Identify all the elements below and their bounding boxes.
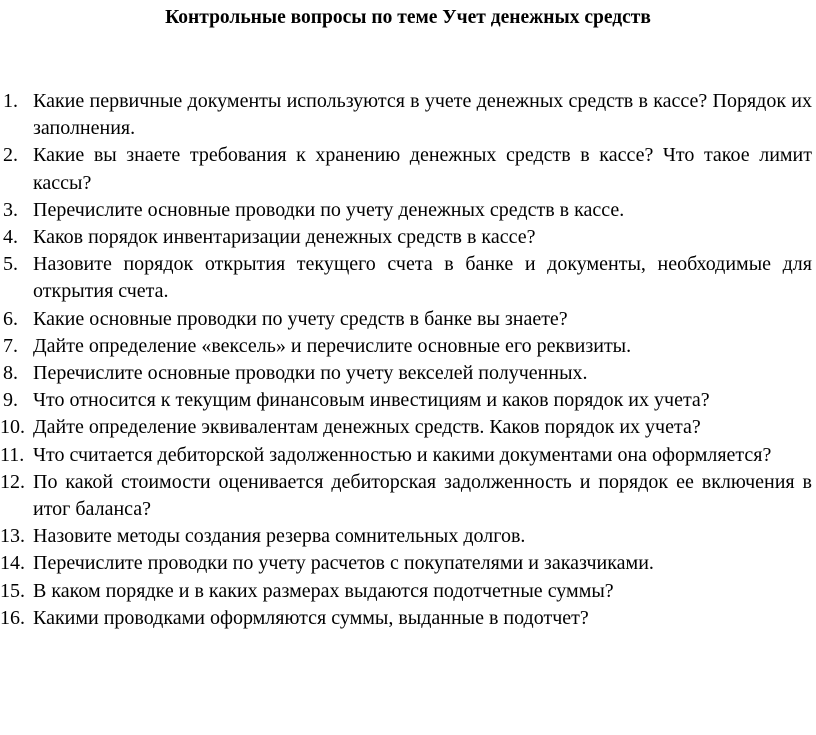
questions-list [0,88,816,632]
question-item [0,469,816,523]
question-item [0,414,816,441]
question-item [0,578,816,605]
question-number: 10. [0,416,25,439]
question-number: 1. [3,90,18,112]
question-text: Перечислите проводки по учету расчетов с покупателями и заказчиками. [33,552,654,575]
question-text: Какие первичные документы используются в учете денежных средств в кассе? Порядок их заполнения. [33,90,812,140]
question-number: 2. [3,144,18,167]
question-item [0,88,816,142]
question-text: В каком порядке и в каких размерах выдаются подотчетные суммы? [33,579,614,602]
question-text: Какие основные проводки по учету средств в банке вы знаете? [33,307,568,330]
question-item [0,306,816,333]
question-number: 16. [0,606,25,629]
question-item [0,251,816,305]
question-number: 15. [0,579,25,602]
question-item [0,550,816,577]
question-text: Дайте определение эквивалентам денежных средств. Каков порядок их учета? [33,416,701,439]
question-text: Каков порядок инвентаризации денежных средств в кассе? [33,226,536,249]
question-number: 4. [3,226,18,249]
question-item [0,197,816,224]
question-number: 7. [3,334,18,357]
document-title: Контрольные вопросы по теме Учет денежных средств [165,7,651,28]
question-text: Назовите порядок открытия текущего счета в банке и документы, необходимые для открытия счета. [33,253,812,303]
question-item [0,387,816,414]
question-text: Какие вы знаете требования к хранению денежных средств в кассе? Что такое лимит кассы? [33,144,812,194]
question-number: 8. [3,362,18,385]
question-text: Перечислите основные проводки по учету денежных средств в кассе. [33,198,625,221]
question-number: 11. [0,443,25,466]
question-number: 9. [3,389,18,412]
question-item [0,142,816,196]
question-number: 3. [3,198,18,221]
question-text: Перечислите основные проводки по учету векселей полученных. [33,362,588,385]
question-number: 5. [3,253,18,276]
question-number: 6. [3,307,18,330]
question-item [0,333,816,360]
question-text: Дайте определение «вексель» и перечислите основные его реквизиты. [33,334,632,357]
question-item [0,360,816,387]
question-text: Что относится к текущим финансовым инвестициям и каков порядок их учета? [33,389,710,412]
question-text: Какими проводками оформляются суммы, выданные в подотчет? [33,606,589,629]
question-item [0,224,816,251]
question-number: 13. [0,525,25,548]
question-number: 14. [0,552,25,575]
question-item [0,605,816,632]
question-number: 12. [0,470,25,493]
question-text: По какой стоимости оценивается дебиторская задолженность и порядок ее включения в итог баланса? [33,470,812,521]
question-text: Что считается дебиторской задолженностью и какими документами она оформляется? [33,443,772,466]
question-item [0,523,816,550]
question-item [0,442,816,469]
question-text: Назовите методы создания резерва сомнительных долгов. [33,525,526,548]
